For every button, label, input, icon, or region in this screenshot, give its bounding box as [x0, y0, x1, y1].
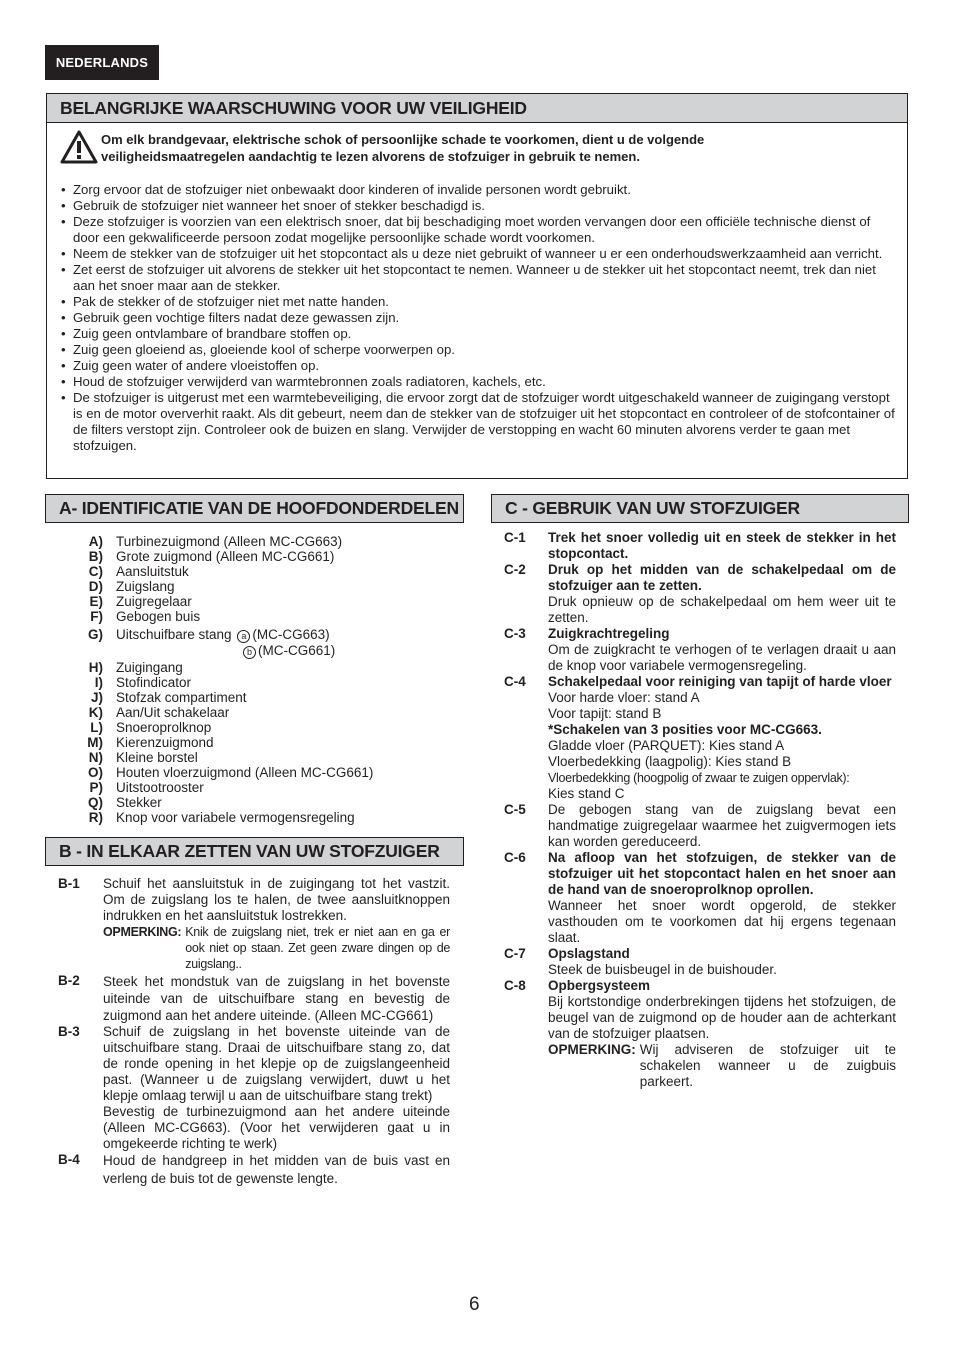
list-item: C) Aansluitstuk — [88, 564, 189, 579]
circled-letter-b: b — [243, 646, 256, 659]
list-item: B) Grote zuigmond (Alleen MC-CG661) — [88, 549, 335, 564]
step-b2: B-2 Steek het mondstuk van de zuigslang in het bovenste uiteinde van de uitschuifbare stang en bevestig de zuigmond aan het andere uiteinde. (Alleen MC-CG661) — [58, 973, 450, 1023]
list-item: • Zuig geen gloeiend as, gloeiende kool of scherpe voorwerpen op. — [61, 342, 899, 358]
step-c5: C-5 De gebogen stang van de zuigslang bevat een handmatige zuigregelaar waarmee het zuigvermogen iets kan worden gereduceerd. — [504, 802, 896, 849]
list-item: Q) Stekker — [88, 795, 162, 810]
list-item: • Pak de stekker of de stofzuiger niet met natte handen. — [61, 294, 899, 310]
section-a-title: A- IDENTIFICATIE VAN DE HOOFDONDERDELEN — [45, 494, 464, 523]
list-item: L) Snoeroprolknop — [90, 720, 212, 735]
circled-letter-a: a — [237, 630, 250, 643]
list-item: M) Kierenzuigmond — [87, 735, 214, 750]
list-item: P) Uitstootrooster — [89, 780, 204, 795]
list-item: • Zet eerst de stofzuiger uit alvorens de stekker uit het stopcontact te nemen. Wanneer u de stekker uit het stopcontact neemt, trek dan niet aan het snoer maar aan de stekker. — [61, 262, 899, 294]
list-item: R) Knop voor variabele vermogensregeling — [88, 810, 355, 825]
list-item: N) Kleine borstel — [88, 750, 198, 765]
list-item: • De stofzuiger is uitgerust met een warmtebeveiliging, die ervoor zorgt dat de stofzuiger wordt uitgeschakeld wanneer de zuigingang verstopt is en de motor oververhit raakt. Als dit gebeurt, neem dan de stekker van de stofzuiger uit het stopcontact en controleer of de stofcontainer of de filters verstopt zijn. Controleer ook de buizen en slang. Verwijder de verstopping en wacht 60 minuten alvorens verder te gaan met stofzuigen. — [61, 390, 899, 454]
section-b-title: B - IN ELKAAR ZETTEN VAN UW STOFZUIGER — [45, 837, 464, 866]
step-c8: C-8 Opbergsysteem Bij kortstondige onderbrekingen tijdens het stofzuigen, de beugel van de zuigmond op de houder aan de achterkant van de stofzuiger plaatsen. OPMERKING: Wij adviseren de stofzuiger uit te schakelen wanneer u de zuigbuis parkeert. — [504, 978, 896, 1089]
list-item: O) Houten vloerzuigmond (Alleen MC-CG661) — [88, 765, 374, 780]
safety-warning-intro: Om elk brandgevaar, elektrische schok of persoonlijke schade te voorkomen, dient u de volgende veiligheidsmaatregelen aandachtig te lezen alvorens de stofzuiger in gebruik te nemen. — [101, 132, 705, 164]
list-item: • Houd de stofzuiger verwijderd van warmtebronnen zoals radiatoren, kachels, etc. — [61, 374, 899, 390]
list-item: • Zuig geen water of andere vloeistoffen op. — [61, 358, 899, 374]
list-item: G) Uitschuifbare stang a (MC-CG663) b (MC-CG661) — [88, 627, 336, 658]
page-number: 6 — [469, 1294, 480, 1315]
list-item: • Gebruik geen vochtige filters nadat deze gewassen zijn. — [61, 310, 899, 326]
step-c1: C-1 Trek het snoer volledig uit en steek de stekker in het stopcontact. — [504, 530, 896, 561]
list-item: • Zuig geen ontvlambare of brandbare stoffen op. — [61, 326, 899, 342]
list-item: • Gebruik de stofzuiger niet wanneer het snoer of stekker beschadigd is. — [61, 198, 899, 214]
step-b1: B-1 Schuif het aansluitstuk in de zuigingang tot het vastzit. Om de zuigslang los te halen, de twee aansluitknoppen indrukken en het aansluitstuk lostrekken. OPMERKING: Knik de zuigslang niet, trek er niet aan en ga er ook niet op staan. Zet geen zware dingen op de zuigslang.. — [58, 876, 450, 971]
list-item: I) Stofindicator — [94, 675, 192, 690]
step-c2: C-2 Druk op het midden van de schakelpedaal om de stofzuiger aan te zetten. Druk opnieuw op de schakelpedaal om hem weer uit te zetten. — [504, 562, 896, 625]
step-c7: C-7 Opslagstand Steek de buisbeugel in de buishouder. — [504, 946, 777, 977]
note: OPMERKING: Wij adviseren de stofzuiger uit te schakelen wanneer u de zuigbuis parkeert. — [548, 1042, 896, 1089]
list-item: J) Stofzak compartiment — [90, 690, 247, 705]
step-c6: C-6 Na afloop van het stofzuigen, de stekker van de stofzuiger uit het stopcontact halen en het snoer aan de hand van de snoeroprolknop oprollen. Wanneer het snoer wordt opgerold, de stekker vasthouden om te voorkomen dat hij ergens tegenaan slaat. — [504, 850, 896, 945]
list-item: D) Zuigslang — [88, 579, 175, 594]
parts-list — [80, 534, 373, 825]
list-item: E) Zuigregelaar — [89, 594, 192, 609]
language-tag: NEDERLANDS — [45, 45, 159, 80]
list-item: K) Aan/Uit schakelaar — [88, 705, 230, 720]
safety-warning-title: BELANGRIJKE WAARSCHUWING VOOR UW VEILIGHEID — [47, 94, 907, 123]
step-b4: B-4 Houd de handgreep in het midden van de buis vast en verleng de buis tot de gewenste lengte. — [58, 1152, 450, 1186]
step-b3: B-3 Schuif de zuigslang in het bovenste uiteinde van de uitschuifbare stang. Draai de uitschuifbare stang zo, dat de ronde opening in het klepje op de zuigslangeenheid past. (Wanneer u de zuigslang verwijdert, duwt u het klepje omlaag terwijl u aan de uitschuifbare stang trekt) Bevestig de turbinezuigmond aan het andere uiteinde (Alleen MC-CG663). (Voor het verwijderen gaat u in omgekeerde richting te werk) — [58, 1024, 450, 1151]
list-item: • Neem de stekker van de stofzuiger uit het stopcontact als u deze niet gebruikt of wanneer u er een onderhoudswerkzaamheid aan verricht. — [61, 246, 899, 262]
step-c3: C-3 Zuigkrachtregeling Om de zuigkracht te verhogen of te verlagen draait u aan de knop voor variabele vermogensregeling. — [504, 626, 896, 673]
safety-warning-list — [61, 182, 899, 454]
usage-steps — [504, 530, 896, 1090]
assembly-steps — [58, 876, 450, 1188]
list-item: F) Gebogen buis — [90, 609, 201, 624]
note: OPMERKING: Knik de zuigslang niet, trek er niet aan en ga er ook niet op staan. Zet geen zware dingen op de zuigslang.. — [103, 925, 450, 971]
list-item: • Deze stofzuiger is voorzien van een elektrisch snoer, dat bij beschadiging moet worden vervangen door een officiële technische dienst of door een gekwalificeerde persoon zodat mogelijke persoonlijke schade wordt voorkomen. — [61, 214, 899, 246]
list-item: H) Zuigingang — [88, 660, 183, 675]
safety-warning-box — [46, 93, 908, 479]
section-c-title: C - GEBRUIK VAN UW STOFZUIGER — [491, 494, 909, 523]
list-item: • Zorg ervoor dat de stofzuiger niet onbewaakt door kinderen of invalide personen wordt gebruikt. — [61, 182, 899, 198]
step-c4: C-4 Schakelpedaal voor reiniging van tapijt of harde vloer Voor harde vloer: stand A Voor tapijt: stand B *Schakelen van 3 posities voor MC-CG663. Gladde vloer (PARQUET): Kies stand A Vloerbedekking (laagpolig): Kies stand B Vloerbedekking (hoogpolig of zwaar te zuigen oppervlak): Kies stand C — [504, 674, 892, 801]
warning-triangle-icon — [60, 130, 98, 164]
list-item: A) Turbinezuigmond (Alleen MC-CG663) — [88, 534, 343, 549]
